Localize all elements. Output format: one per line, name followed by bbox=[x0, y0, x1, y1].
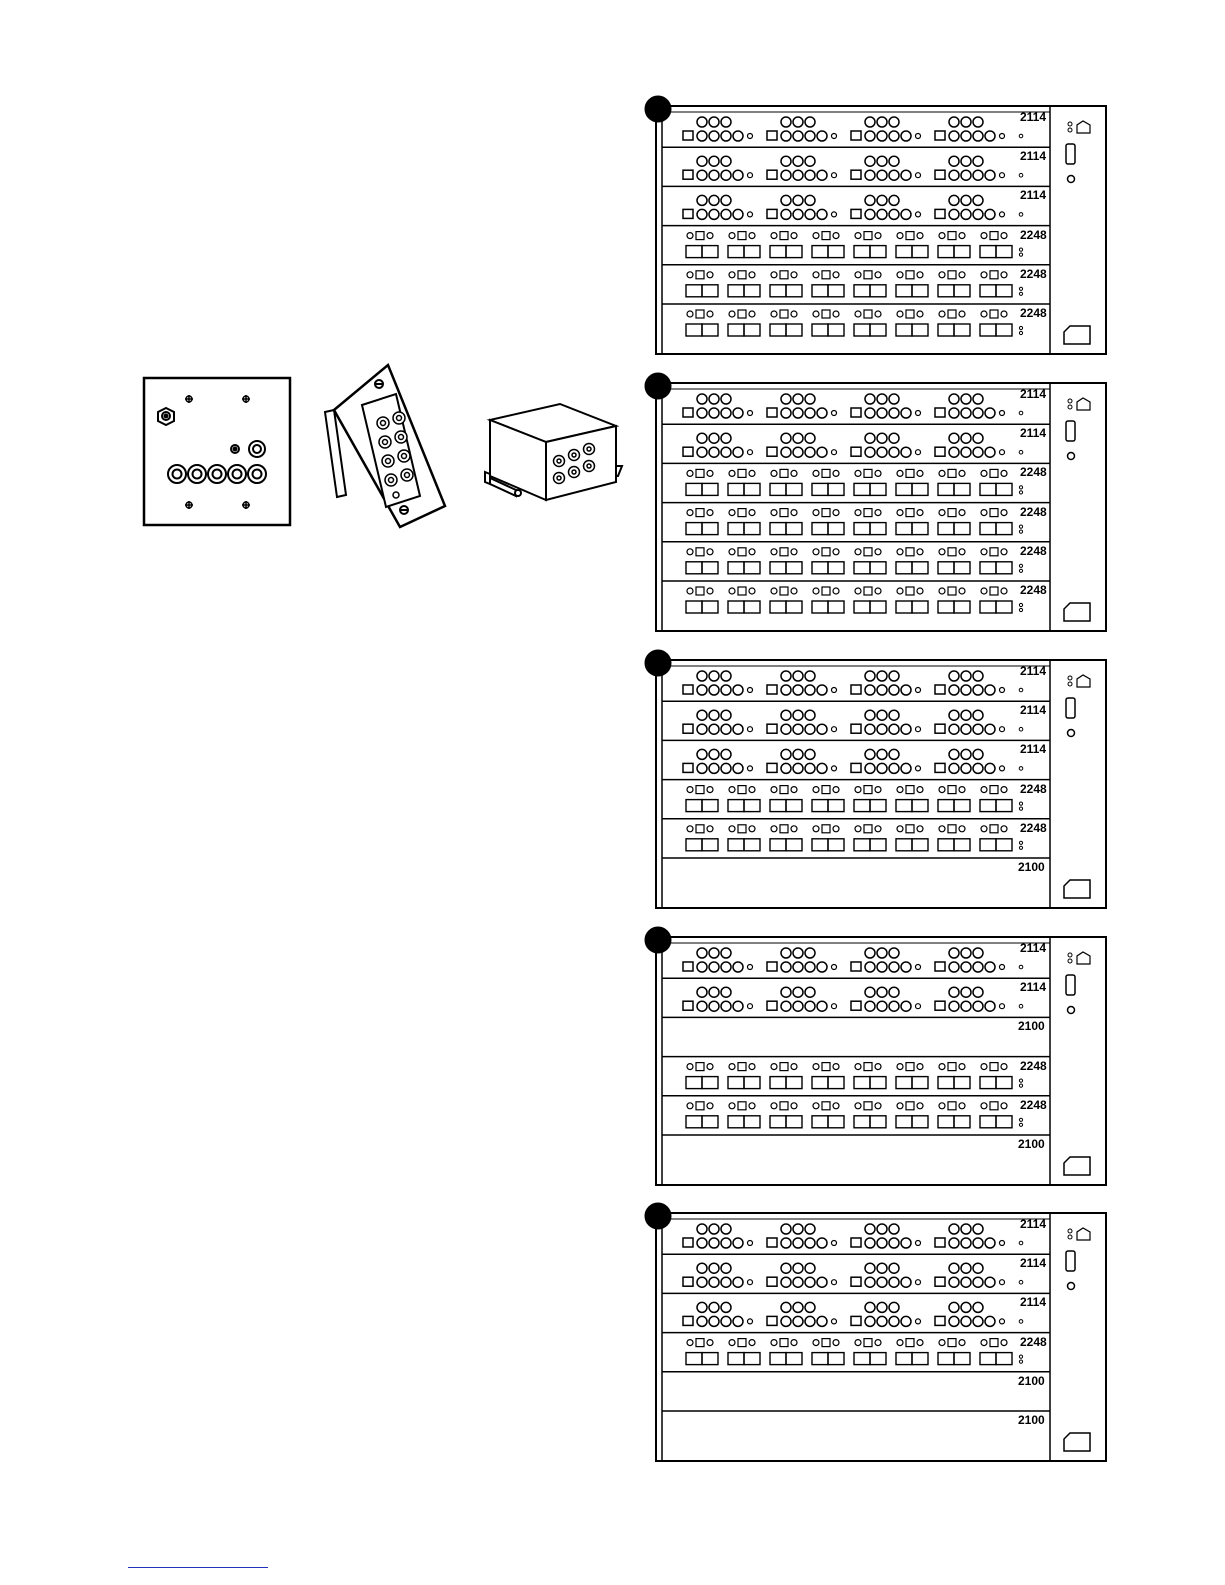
power-switch[interactable] bbox=[1066, 698, 1075, 718]
slot-2248 bbox=[686, 509, 1023, 535]
slot-2248 bbox=[686, 548, 1023, 574]
slot-2114 bbox=[683, 433, 1023, 457]
slot-2114 bbox=[683, 1263, 1023, 1287]
power-panel bbox=[1064, 121, 1090, 344]
slot-2114 bbox=[683, 671, 1023, 695]
slot-model-label: 2114 bbox=[1020, 664, 1047, 678]
slot-model-label: 2248 bbox=[1020, 465, 1047, 480]
slot-model-label: 2248 bbox=[1020, 1058, 1047, 1073]
slot-2248 bbox=[686, 1102, 1023, 1128]
slot-2114 bbox=[683, 195, 1023, 219]
slot-model-label: 2248 bbox=[1020, 227, 1047, 242]
slot-model-label: 2114 bbox=[1020, 1217, 1047, 1231]
slot-2114 bbox=[683, 117, 1023, 141]
footer-link-underline[interactable] bbox=[128, 1567, 268, 1568]
slot-2248 bbox=[686, 825, 1023, 851]
slot-model-label: 2114 bbox=[1020, 387, 1047, 401]
input-devices bbox=[140, 360, 630, 535]
network-port-icon bbox=[1077, 952, 1090, 964]
chassis-3 bbox=[640, 646, 1120, 906]
chassis-drawing bbox=[640, 1199, 1120, 1474]
power-led bbox=[1068, 176, 1075, 183]
chassis-badge bbox=[645, 1203, 671, 1229]
chassis-2 bbox=[640, 369, 1120, 629]
slot-model-label: 2100 bbox=[1018, 1373, 1045, 1388]
input-devices-drawing bbox=[140, 360, 630, 535]
chassis-4 bbox=[640, 923, 1120, 1183]
slot-model-label: 2114 bbox=[1020, 941, 1047, 955]
power-panel bbox=[1064, 1228, 1090, 1451]
power-inlet bbox=[1064, 1157, 1090, 1175]
power-switch[interactable] bbox=[1066, 421, 1075, 441]
slot-model-label: 2100 bbox=[1018, 1413, 1045, 1427]
power-switch[interactable] bbox=[1066, 144, 1075, 164]
slot-model-label: 2114 bbox=[1020, 980, 1047, 995]
slot-model-label: 2100 bbox=[1018, 1019, 1045, 1034]
power-panel bbox=[1064, 398, 1090, 621]
slot-model-label: 2114 bbox=[1020, 188, 1047, 203]
power-led bbox=[1068, 1283, 1075, 1290]
slot-2248 bbox=[686, 587, 1023, 613]
power-led bbox=[1068, 730, 1075, 737]
network-port-icon bbox=[1077, 675, 1090, 687]
chassis-drawing bbox=[640, 923, 1120, 1198]
slot-model-label: 2114 bbox=[1020, 703, 1047, 718]
slot-model-label: 2114 bbox=[1020, 1256, 1047, 1271]
slot-model-label: 2114 bbox=[1020, 1295, 1047, 1310]
slot-model-label: 2248 bbox=[1020, 504, 1047, 519]
slot-2248 bbox=[686, 232, 1023, 258]
slot-model-label: 2248 bbox=[1020, 266, 1047, 281]
slot-2248 bbox=[686, 310, 1023, 336]
chassis-drawing bbox=[640, 646, 1120, 921]
network-port-icon bbox=[1077, 1228, 1090, 1240]
slot-model-label: 2114 bbox=[1020, 426, 1047, 441]
power-switch[interactable] bbox=[1066, 1251, 1075, 1271]
slot-2114 bbox=[683, 749, 1023, 773]
power-inlet bbox=[1064, 326, 1090, 344]
slot-2248 bbox=[686, 469, 1023, 495]
slot-model-label: 2248 bbox=[1020, 583, 1047, 597]
slot-model-label: 2100 bbox=[1018, 1137, 1045, 1151]
slot-2114 bbox=[683, 948, 1023, 972]
slot-2248 bbox=[686, 786, 1023, 812]
chassis-badge bbox=[645, 373, 671, 399]
slot-2114 bbox=[683, 710, 1023, 734]
slot-2114 bbox=[683, 394, 1023, 418]
chassis-drawing bbox=[640, 369, 1120, 644]
slot-model-label: 2248 bbox=[1020, 306, 1047, 320]
chassis-1 bbox=[640, 92, 1120, 352]
slot-model-label: 2114 bbox=[1020, 742, 1047, 757]
surface-mount-box bbox=[485, 404, 622, 500]
decora-wall-plate bbox=[325, 365, 445, 527]
power-inlet bbox=[1064, 880, 1090, 898]
power-panel bbox=[1064, 952, 1090, 1175]
slot-model-label: 2248 bbox=[1020, 543, 1047, 558]
slot-2114 bbox=[683, 987, 1023, 1011]
slot-2248 bbox=[686, 1063, 1023, 1089]
network-port-icon bbox=[1077, 121, 1090, 133]
slot-model-label: 2114 bbox=[1020, 110, 1047, 124]
slot-model-label: 2100 bbox=[1018, 860, 1045, 874]
slot-2114 bbox=[683, 1224, 1023, 1248]
slot-model-label: 2248 bbox=[1020, 781, 1047, 796]
chassis-badge bbox=[645, 927, 671, 953]
power-inlet bbox=[1064, 1433, 1090, 1451]
chassis-badge bbox=[645, 650, 671, 676]
power-led bbox=[1068, 453, 1075, 460]
chassis-5 bbox=[640, 1199, 1120, 1459]
slot-2114 bbox=[683, 156, 1023, 180]
slot-model-label: 2248 bbox=[1020, 820, 1047, 835]
slot-model-label: 2248 bbox=[1020, 1097, 1047, 1112]
power-inlet bbox=[1064, 603, 1090, 621]
slot-model-label: 2248 bbox=[1020, 1334, 1047, 1349]
power-switch[interactable] bbox=[1066, 975, 1075, 995]
wall-plate bbox=[144, 378, 290, 525]
power-led bbox=[1068, 1007, 1075, 1014]
chassis-drawing bbox=[640, 92, 1120, 367]
network-port-icon bbox=[1077, 398, 1090, 410]
chassis-badge bbox=[645, 96, 671, 122]
power-panel bbox=[1064, 675, 1090, 898]
slot-2114 bbox=[683, 1302, 1023, 1326]
slot-2248 bbox=[686, 271, 1023, 297]
slot-2248 bbox=[686, 1339, 1023, 1365]
slot-model-label: 2114 bbox=[1020, 149, 1047, 164]
